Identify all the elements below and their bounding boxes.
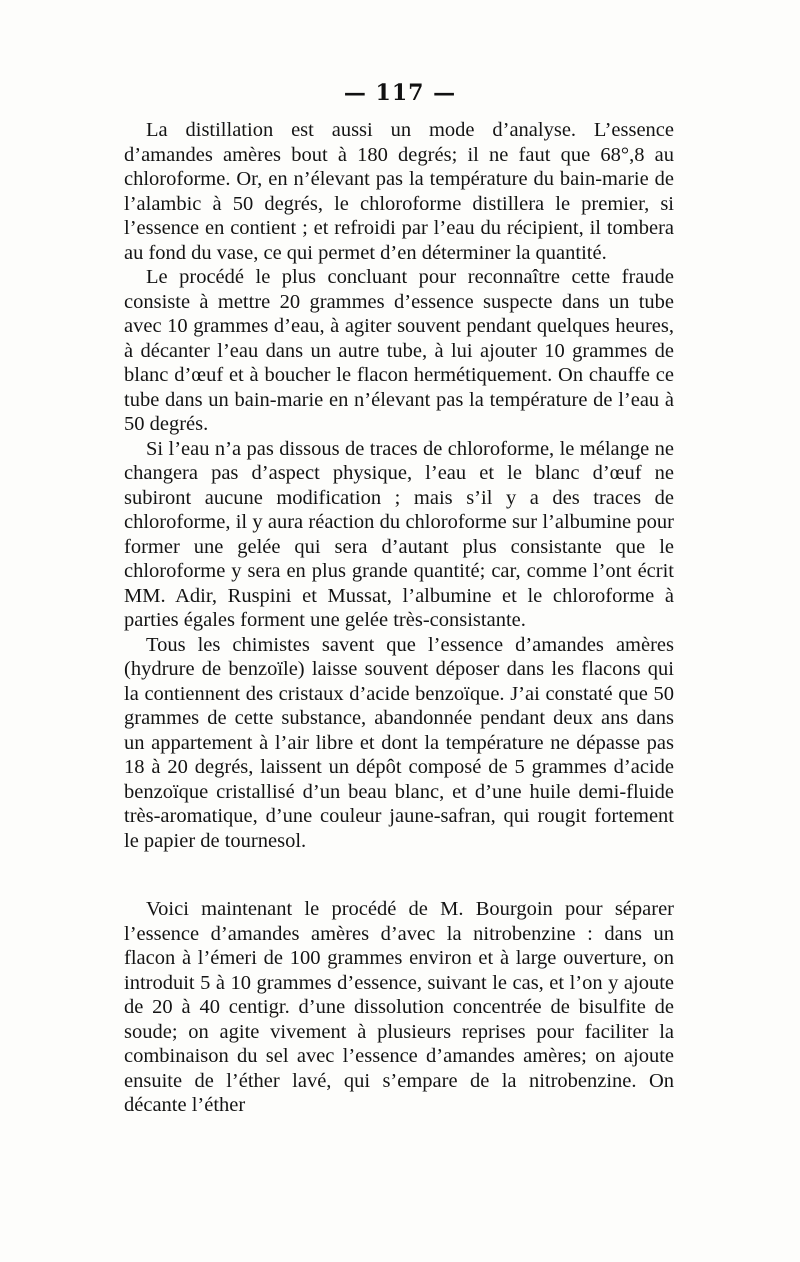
paragraph-bourgoin: Voici maintenant le procédé de M. Bourgoin pour séparer l’essence d’amandes amères d’avec la nitrobenzine : dans un flacon à l’émeri de 100 grammes environ et à large ouverture, on introduit 5 à 10 grammes d’essence, suivant le cas, et l’on y ajoute de 20 à 40 centigr. d’une dissolution concentrée de bisulfite de soude; on agite vivement à plusieurs reprises pour faciliter la combinaison du sel avec l’essence d’amandes amères; on ajoute ensuite de l’éther lavé, qui s’empare de la nitrobenzine. On décante l’éther bbox=[124, 898, 674, 1116]
paragraph-procede: Le procédé le plus concluant pour reconnaître cette fraude consiste à mettre 20 grammes d’essence suspecte dans un tube avec 10 grammes d’eau, à agiter souvent pendant quelques heures, à décanter l’eau dans un autre tube, à lui ajouter 10 grammes de blanc d’œuf et à boucher le flacon hermétiquement. On chauffe ce tube dans un bain-marie en n’élevant pas la température de l’eau à 50 degrés. bbox=[124, 266, 674, 435]
paragraph-distillation: La distillation est aussi un mode d’analyse. L’essence d’amandes amères bout à 180 degrés; il ne faut que 68°,8 au chloroforme. Or, en n’élevant pas la température du bain-marie de l’alambic à 50 degrés, le chloroforme distillera le premier, si l’essence en contient ; et refroidi par l’eau du récipient, il tombera au fond du vase, ce qui permet d’en déterminer la quantité. bbox=[124, 119, 674, 264]
body-text bbox=[124, 118, 674, 1118]
page-number: — 117 — bbox=[343, 80, 457, 106]
paragraph-chimistes: Tous les chimistes savent que l’essence d’amandes amères (hydrure de benzoïle) laisse souvent déposer dans les flacons qui la contiennent des cristaux d’acide benzoïque. J’ai constaté que 50 grammes de cette substance, abandonnée pendant deux ans dans un appartement à l’air libre et dont la température ne dépasse pas 18 à 20 degrés, laissent un dépôt composé de 5 grammes d’acide benzoïque cristallisé d’un beau blanc, et d’une huile demi-fluide très-aromatique, d’une couleur jaune-safran, qui rougit fortement le papier de tournesol. bbox=[124, 633, 674, 852]
paragraph-chloroforme: Si l’eau n’a pas dissous de traces de chloroforme, le mélange ne changera pas d’aspect physique, l’eau et le blanc d’œuf ne subiront aucune modification ; mais s’il y a des traces de chloroforme, il y aura réaction du chloroforme sur l’albumine pour former une gelée qui sera d’autant plus consistante que le chloroforme y sera en plus grande quantité; car, comme l’ont écrit MM. Adir, Ruspini et Mussat, l’albumine et le chloroforme à parties égales forment une gelée très-consistante. bbox=[124, 437, 674, 631]
